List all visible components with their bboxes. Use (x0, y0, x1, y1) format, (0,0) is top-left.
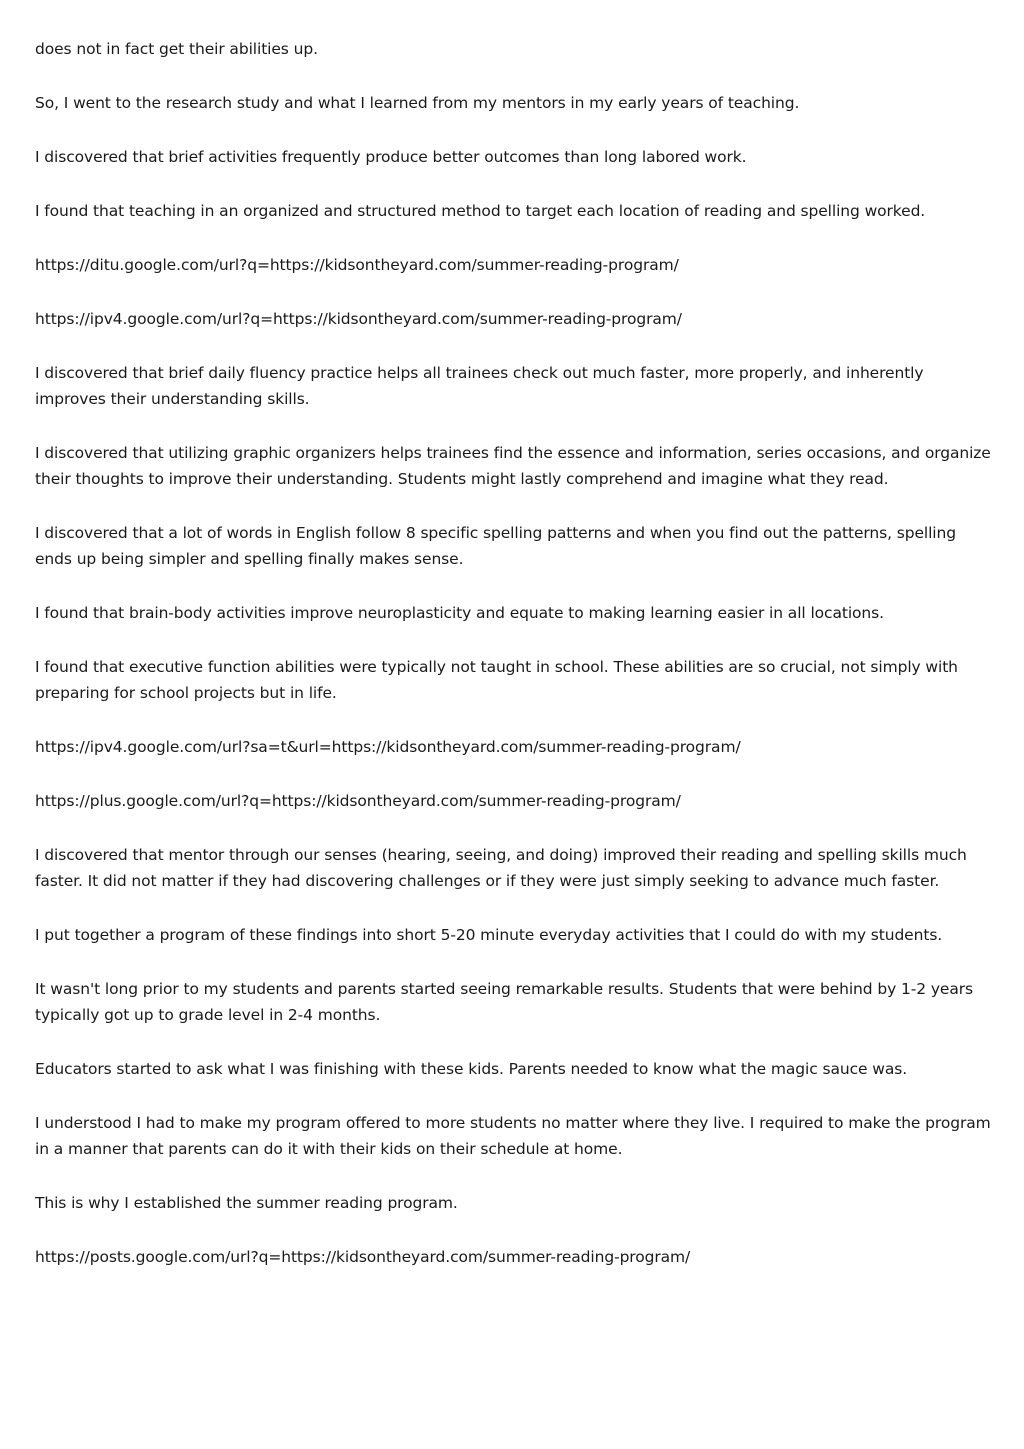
paragraph: This is why I established the summer reading program. (35, 1194, 458, 1212)
url-text: https://ipv4.google.com/url?q=https://kidsontheyard.com/summer-reading-program/ (35, 310, 682, 328)
url-text: https://plus.google.com/url?q=https://kidsontheyard.com/summer-reading-program/ (35, 792, 681, 810)
paragraph: I understood I had to make my program offered to more students no matter where they live. I required to make the program in a manner that parents can do it with their kids on their schedule at home. (35, 1114, 991, 1158)
url-text: https://ditu.google.com/url?q=https://kidsontheyard.com/summer-reading-program/ (35, 256, 679, 274)
url-text: https://ipv4.google.com/url?sa=t&url=https://kidsontheyard.com/summer-reading-program/ (35, 738, 741, 756)
paragraph: I found that executive function abilities were typically not taught in school. These abilities are so crucial, not simply with preparing for school projects but in life. (35, 658, 958, 702)
paragraph: I put together a program of these findings into short 5-20 minute everyday activities that I could do with my students. (35, 926, 943, 944)
paragraph: I discovered that a lot of words in English follow 8 specific spelling patterns and when you find out the patterns, spelling ends up being simpler and spelling finally makes sense. (35, 524, 956, 568)
paragraph: I discovered that mentor through our senses (hearing, seeing, and doing) improved their reading and spelling skills much faster. It did not matter if they had discovering challenges or if they were just simply seeking to advance much faster. (35, 846, 967, 890)
url-text: https://posts.google.com/url?q=https://kidsontheyard.com/summer-reading-program/ (35, 1248, 691, 1266)
paragraph: So, I went to the research study and what I learned from my mentors in my early years of teaching. (35, 94, 800, 112)
paragraph: I found that teaching in an organized and structured method to target each location of reading and spelling worked. (35, 202, 926, 220)
document-body (35, 36, 995, 1298)
paragraph: I discovered that brief daily fluency practice helps all trainees check out much faster, more properly, and inherently improves their understanding skills. (35, 364, 924, 408)
paragraph: I found that brain-body activities improve neuroplasticity and equate to making learning easier in all locations. (35, 604, 884, 622)
paragraph: I discovered that utilizing graphic organizers helps trainees find the essence and information, series occasions, and organize their thoughts to improve their understanding. Students might lastly comprehend and imagine what they read. (35, 444, 991, 488)
paragraph: I discovered that brief activities frequently produce better outcomes than long labored work. (35, 148, 747, 166)
paragraph: does not in fact get their abilities up. (35, 40, 318, 58)
paragraph: Educators started to ask what I was finishing with these kids. Parents needed to know what the magic sauce was. (35, 1060, 908, 1078)
paragraph: It wasn't long prior to my students and parents started seeing remarkable results. Students that were behind by 1-2 years typically got up to grade level in 2-4 months. (35, 980, 973, 1024)
